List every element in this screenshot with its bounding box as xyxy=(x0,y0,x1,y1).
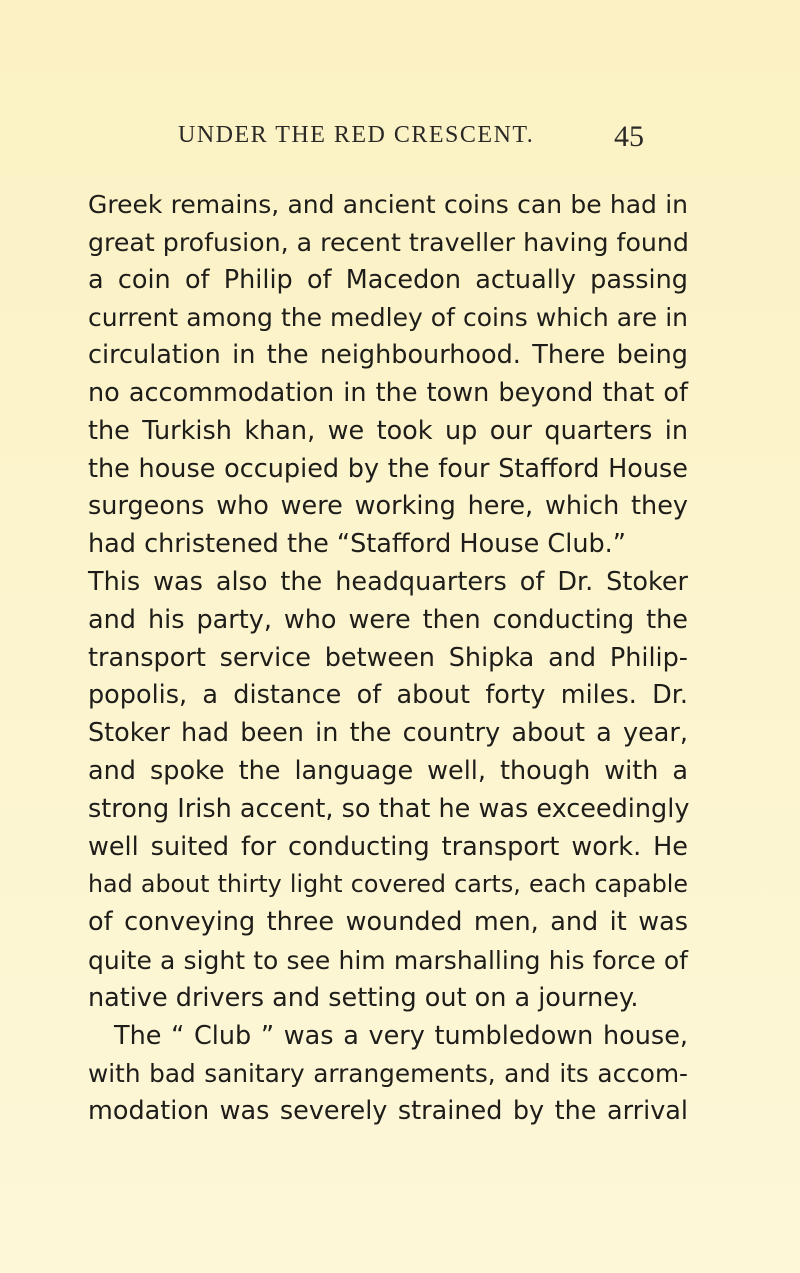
text-line: The “ Club ” was a very tumbledown house, xyxy=(114,1020,688,1051)
body-text xyxy=(88,186,688,1131)
text-line: had christened the “Stafford House Club.” xyxy=(88,529,626,560)
text-line: circulation in the neighbourhood. There being xyxy=(88,340,688,371)
text-line: the house occupied by the four Stafford House xyxy=(88,453,688,484)
text-line: great profusion, a recent traveller having found xyxy=(88,227,689,257)
text-line: well suited for conducting transport work. He xyxy=(88,831,688,862)
text-line: a coin of Philip of Macedon actually passing xyxy=(88,264,688,295)
text-line: popolis, a distance of about forty miles. Dr. xyxy=(88,680,688,711)
text-line: with bad sanitary arrangements, and its accom- xyxy=(88,1059,688,1089)
text-line: native drivers and setting out on a journey. xyxy=(88,982,639,1013)
text-line: and his party, who were then conducting the xyxy=(88,604,688,635)
text-line: strong Irish accent, so that he was exceedingly xyxy=(88,793,690,824)
text-line: transport service between Shipka and Philip- xyxy=(88,642,688,673)
text-line: quite a sight to see him marshalling his force of xyxy=(88,945,688,975)
text-line: surgeons who were working here, which they xyxy=(88,491,688,522)
text-line: had about thirty light covered carts, each capable xyxy=(88,870,688,899)
text-line: no accommodation in the town beyond that of xyxy=(88,377,688,408)
text-line: and spoke the language well, though with a xyxy=(88,755,688,786)
page-number: 45 xyxy=(614,120,644,153)
text-line: of conveying three wounded men, and it was xyxy=(88,907,688,938)
text-line: Greek remains, and ancient coins can be had in xyxy=(88,190,688,219)
text-line: modation was severely strained by the arrival xyxy=(88,1096,688,1127)
text-line: Stoker had been in the country about a year, xyxy=(88,718,688,749)
text-line: This was also the headquarters of Dr. Stoker xyxy=(88,566,688,597)
text-line: current among the medley of coins which are in xyxy=(88,303,688,333)
running-head: UNDER THE RED CRESCENT. xyxy=(178,122,535,148)
text-line: the Turkish khan, we took up our quarters in xyxy=(88,415,688,446)
